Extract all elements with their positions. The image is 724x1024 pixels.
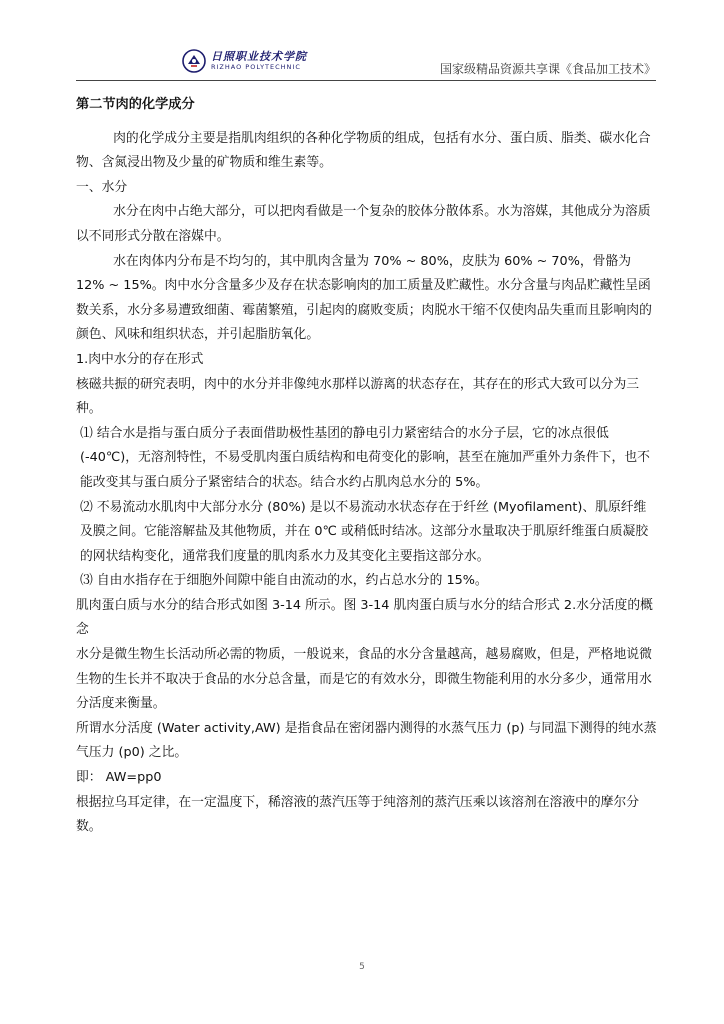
- school-name-en: RIZHAO POLYTECHNIC: [211, 63, 301, 72]
- paragraph: 水在肉体内分布是不均匀的，其中肌肉含量为 70% ~ 80%，皮肤为 60% ~ 70%，骨骼为 12% ~ 15%。肉中水分含量多少及存在状态影响肉的加工质量及贮藏性。水分含量与肉品贮藏性呈函数关系，水分多易遭致细菌、霉菌繁殖，引起肉的腐败变质；肉脱水干缩不仅使肉品失重而且影响肉的颜色、风味和组织状态，并引起脂肪氧化。: [76, 253, 652, 343]
- paragraph: 核磁共振的研究表明，肉中的水分并非像纯水那样以游离的状态存在，其存在的形式大致可以分为三种。: [76, 376, 640, 417]
- list-item: ⑵ 不易流动水肌肉中大部分水分 (80%) 是以不易流动水状态存在于纤丝 (Myofilament)、肌原纤维及膜之间。它能溶解盐及其他物质，并在 0℃ 或稍低时结冰。这部分水量取决于肌原纤维蛋白质凝胶的网状结构变化，通常我们度量的肌肉系水力及其变化主要指这部分水。: [80, 499, 649, 564]
- paragraph: 所谓水分活度 (Water activity,AW) 是指食品在密闭器内测得的水蒸气压力 (p) 与同温下测得的纯水蒸气压力 (p0) 之比。: [76, 720, 657, 761]
- document-body: [76, 93, 658, 840]
- subheading: 一、水分: [76, 179, 128, 195]
- formula: 即： AW=pp0: [76, 770, 162, 786]
- school-name-cn: 日照职业技术学院: [211, 50, 307, 64]
- school-emblem-icon: [182, 49, 206, 73]
- subheading: 1.肉中水分的存在形式: [76, 351, 204, 367]
- paragraph: 肉的化学成分主要是指肌肉组织的各种化学物质的组成，包括有水分、蛋白质、脂类、碳水化合物、含氮浸出物及少量的矿物质和维生素等。: [76, 130, 651, 171]
- page-number: 5: [359, 962, 365, 972]
- list-item: ⑶ 自由水指存在于细胞外间隙中能自由流动的水，约占总水分的 15%。: [80, 573, 488, 589]
- paragraph: 根据拉乌耳定律，在一定温度下，稀溶液的蒸汽压等于纯溶剂的蒸汽压乘以该溶剂在溶液中的摩尔分数。: [76, 794, 640, 835]
- section-title: 第二节肉的化学成分: [76, 97, 195, 112]
- page-header: [76, 44, 656, 81]
- paragraph: 水分在肉中占绝大部分，可以把肉看做是一个复杂的胶体分散体系。水为溶媒，其他成分为溶质以不同形式分散在溶媒中。: [76, 204, 651, 244]
- school-logo: [182, 47, 307, 75]
- paragraph: 肌肉蛋白质与水分的结合形式如图 3-14 所示。图 3-14 肌肉蛋白质与水分的结合形式 2.水分活度的概念: [76, 597, 653, 638]
- paragraph: 水分是微生物生长活动所必需的物质，一般说来，食品的水分含量越高，越易腐败，但是，严格地说微生物的生长并不取决于食品的水分总含量，而是它的有效水分，即微生物能利用的水分多少，通常用水分活度来衡量。: [76, 647, 652, 712]
- course-title: 国家级精品资源共享课《食品加工技术》: [439, 62, 656, 76]
- list-item: ⑴ 结合水是指与蛋白质分子表面借助极性基团的静电引力紧密结合的水分子层，它的冰点很低 (-40℃)，无溶剂特性，不易受肌肉蛋白质结构和电荷变化的影响，甚至在施加严重外力条件下，也不能改变其与蛋白质分子紧密结合的状态。结合水约占肌肉总水分的 5%。: [80, 425, 650, 490]
